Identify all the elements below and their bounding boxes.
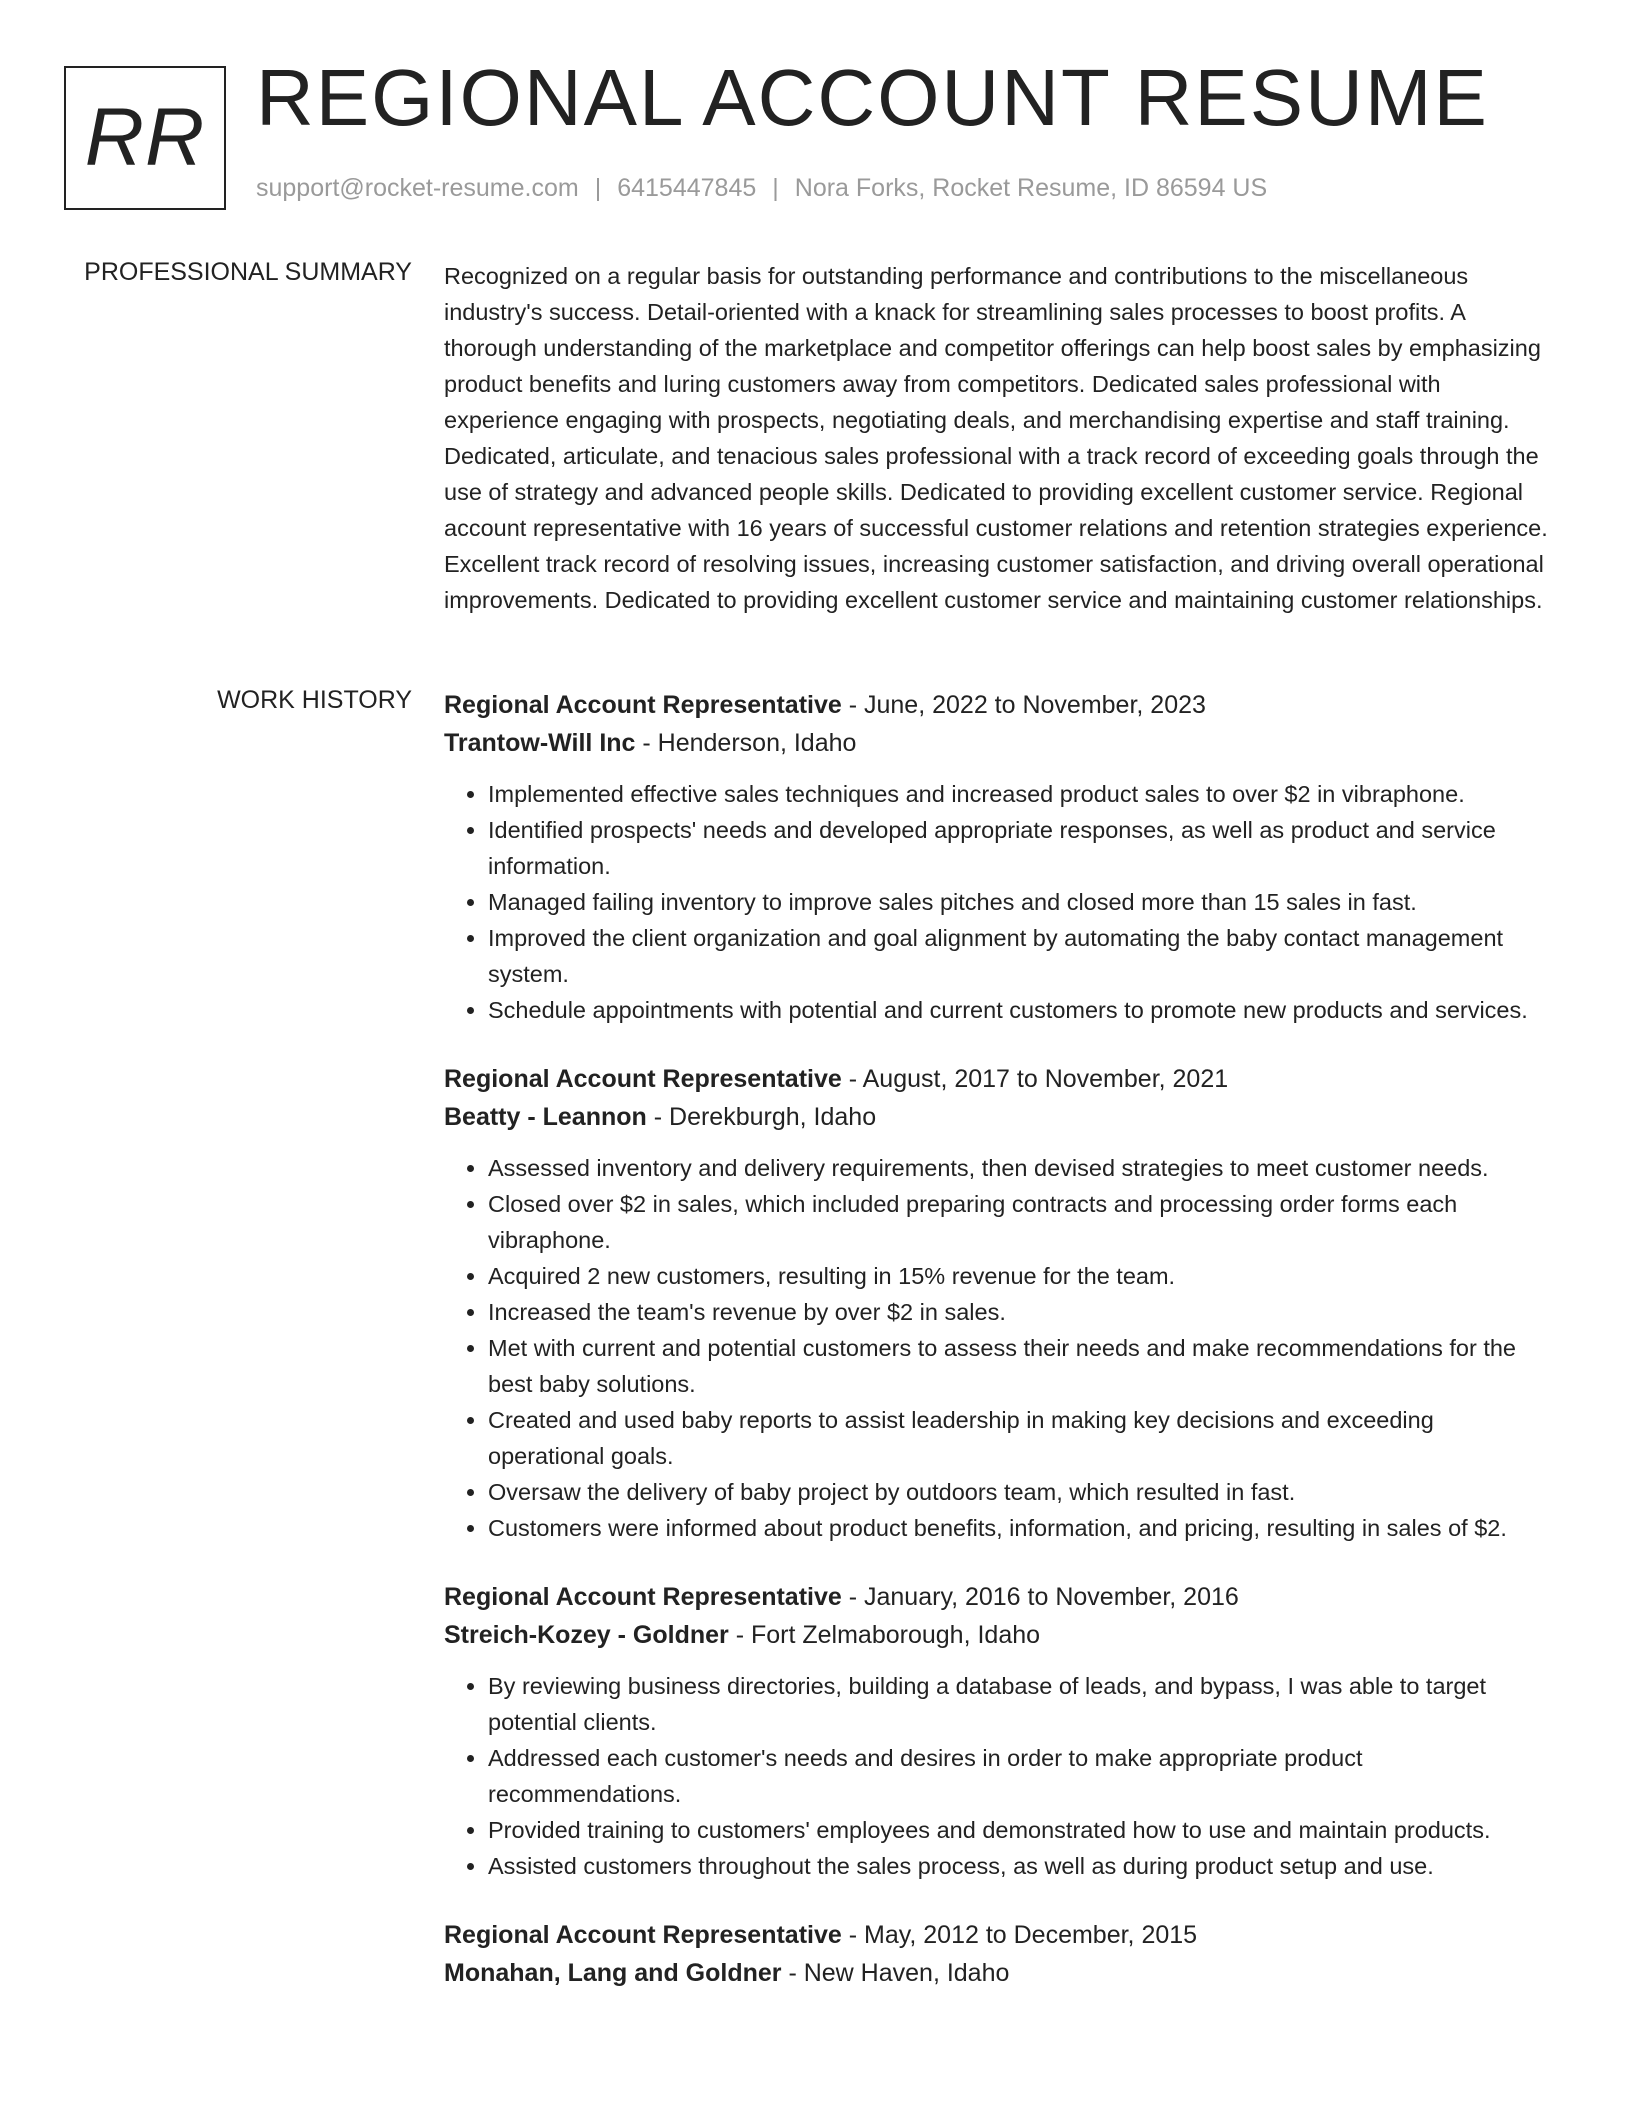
job-entry [444, 1060, 1550, 1546]
job-bullets [444, 1668, 1550, 1884]
job-title: Regional Account Representative [444, 1921, 842, 1949]
job-bullet: • Assisted customers throughout the sales process, as well as during product setup and use. [488, 1848, 1550, 1884]
job-company-line [444, 1954, 1550, 1992]
contact-separator: | [772, 174, 779, 202]
job-company-line [444, 724, 1550, 762]
page-title: REGIONAL ACCOUNT RESUME [256, 53, 1489, 142]
work-history-label: WORK HISTORY [217, 686, 412, 714]
contact-phone: 6415447845 [617, 174, 757, 202]
job-bullet: • Acquired 2 new customers, resulting in 15% revenue for the team. [488, 1258, 1550, 1294]
job-title-line [444, 1916, 1550, 1954]
job-company: Monahan, Lang and Goldner [444, 1959, 782, 1987]
job-bullet: • Assessed inventory and delivery requirements, then devised strategies to meet customer needs. [488, 1150, 1550, 1186]
contact-separator: | [594, 174, 602, 202]
job-bullet: • Closed over $2 in sales, which included preparing contracts and processing order forms each vibraphone. [488, 1186, 1550, 1258]
job-bullet: • By reviewing business directories, building a database of leads, and bypass, I was able to target potential clients. [488, 1668, 1550, 1740]
job-bullet: • Oversaw the delivery of baby project by outdoors team, which resulted in fast. [488, 1474, 1550, 1510]
job-entry [444, 1578, 1550, 1884]
job-title: Regional Account Representative [444, 1065, 842, 1093]
job-location: - Fort Zelmaborough, Idaho [728, 1621, 1041, 1649]
job-company: Trantow-Will Inc [444, 729, 636, 757]
job-bullet: • Improved the client organization and goal alignment by automating the baby contact management system. [488, 920, 1550, 992]
summary-label: PROFESSIONAL SUMMARY [84, 258, 412, 286]
monogram-logo [64, 66, 226, 210]
job-bullet: • Met with current and potential customers to assess their needs and make recommendations for the best baby solutions. [488, 1330, 1550, 1402]
job-bullet: • Provided training to customers' employees and demonstrated how to use and maintain products. [488, 1812, 1550, 1848]
job-dates: - August, 2017 to November, 2021 [841, 1065, 1229, 1093]
job-title-line [444, 686, 1550, 724]
summary-text: Recognized on a regular basis for outstanding performance and contributions to the miscellaneous industry's success. Detail-oriented with a knack for streamlining sales processes to boost profits. A thorough understanding of the marketplace and competitor offerings can help boost sales by emphasizing product benefits and luring customers away from competitors. Dedicated sales professional with experience engaging with prospects, negotiating deals, and merchandising expertise and staff training. Dedicated, articulate, and tenacious sales professional with a track record of exceeding goals through the use of strategy and advanced people skills. Dedicated to providing excellent customer service. Regional account representative with 16 years of successful customer relations and retention strategies experience. Excellent track record of resolving issues, increasing customer satisfaction, and driving overall operational improvements. Dedicated to providing excellent customer service and maintaining customer relationships. [444, 263, 1548, 613]
job-title: Regional Account Representative [444, 1583, 842, 1611]
job-bullet: • Customers were informed about product benefits, information, and pricing, resulting in sales of $2. [488, 1510, 1550, 1546]
job-title-line [444, 1578, 1550, 1616]
job-title-line [444, 1060, 1550, 1098]
job-bullet: • Addressed each customer's needs and desires in order to make appropriate product recommendations. [488, 1740, 1550, 1812]
initials: RR [84, 92, 206, 183]
job-dates: - May, 2012 to December, 2015 [841, 1921, 1198, 1949]
job-bullet: • Identified prospects' needs and developed appropriate responses, as well as product and service information. [488, 812, 1550, 884]
job-company-line [444, 1098, 1550, 1136]
contact-email: support@rocket-resume.com [256, 174, 579, 202]
summary-body [444, 258, 1550, 618]
job-bullet: • Created and used baby reports to assist leadership in making key decisions and exceeding operational goals. [488, 1402, 1550, 1474]
job-company: Beatty - Leannon [444, 1103, 647, 1131]
job-bullets [444, 776, 1550, 1028]
job-location: - New Haven, Idaho [781, 1959, 1010, 1987]
job-title: Regional Account Representative [444, 691, 842, 719]
job-company: Streich-Kozey - Goldner [444, 1621, 729, 1649]
job-location: - Derekburgh, Idaho [646, 1103, 877, 1131]
work-history-body [444, 686, 1550, 2024]
job-bullet: • Managed failing inventory to improve sales pitches and closed more than 15 sales in fast. [488, 884, 1550, 920]
contact-line [256, 174, 1267, 203]
job-dates: - June, 2022 to November, 2023 [841, 691, 1206, 719]
job-bullet: • Implemented effective sales techniques and increased product sales to over $2 in vibraphone. [488, 776, 1550, 812]
contact-address: Nora Forks, Rocket Resume, ID 86594 US [794, 174, 1268, 202]
job-bullet: • Increased the team's revenue by over $2 in sales. [488, 1294, 1550, 1330]
job-bullet: • Schedule appointments with potential and current customers to promote new products and services. [488, 992, 1550, 1028]
job-entry [444, 686, 1550, 1028]
job-location: - Henderson, Idaho [635, 729, 857, 757]
job-company-line [444, 1616, 1550, 1654]
job-dates: - January, 2016 to November, 2016 [841, 1583, 1239, 1611]
job-entry [444, 1916, 1550, 1992]
job-bullets [444, 1150, 1550, 1546]
